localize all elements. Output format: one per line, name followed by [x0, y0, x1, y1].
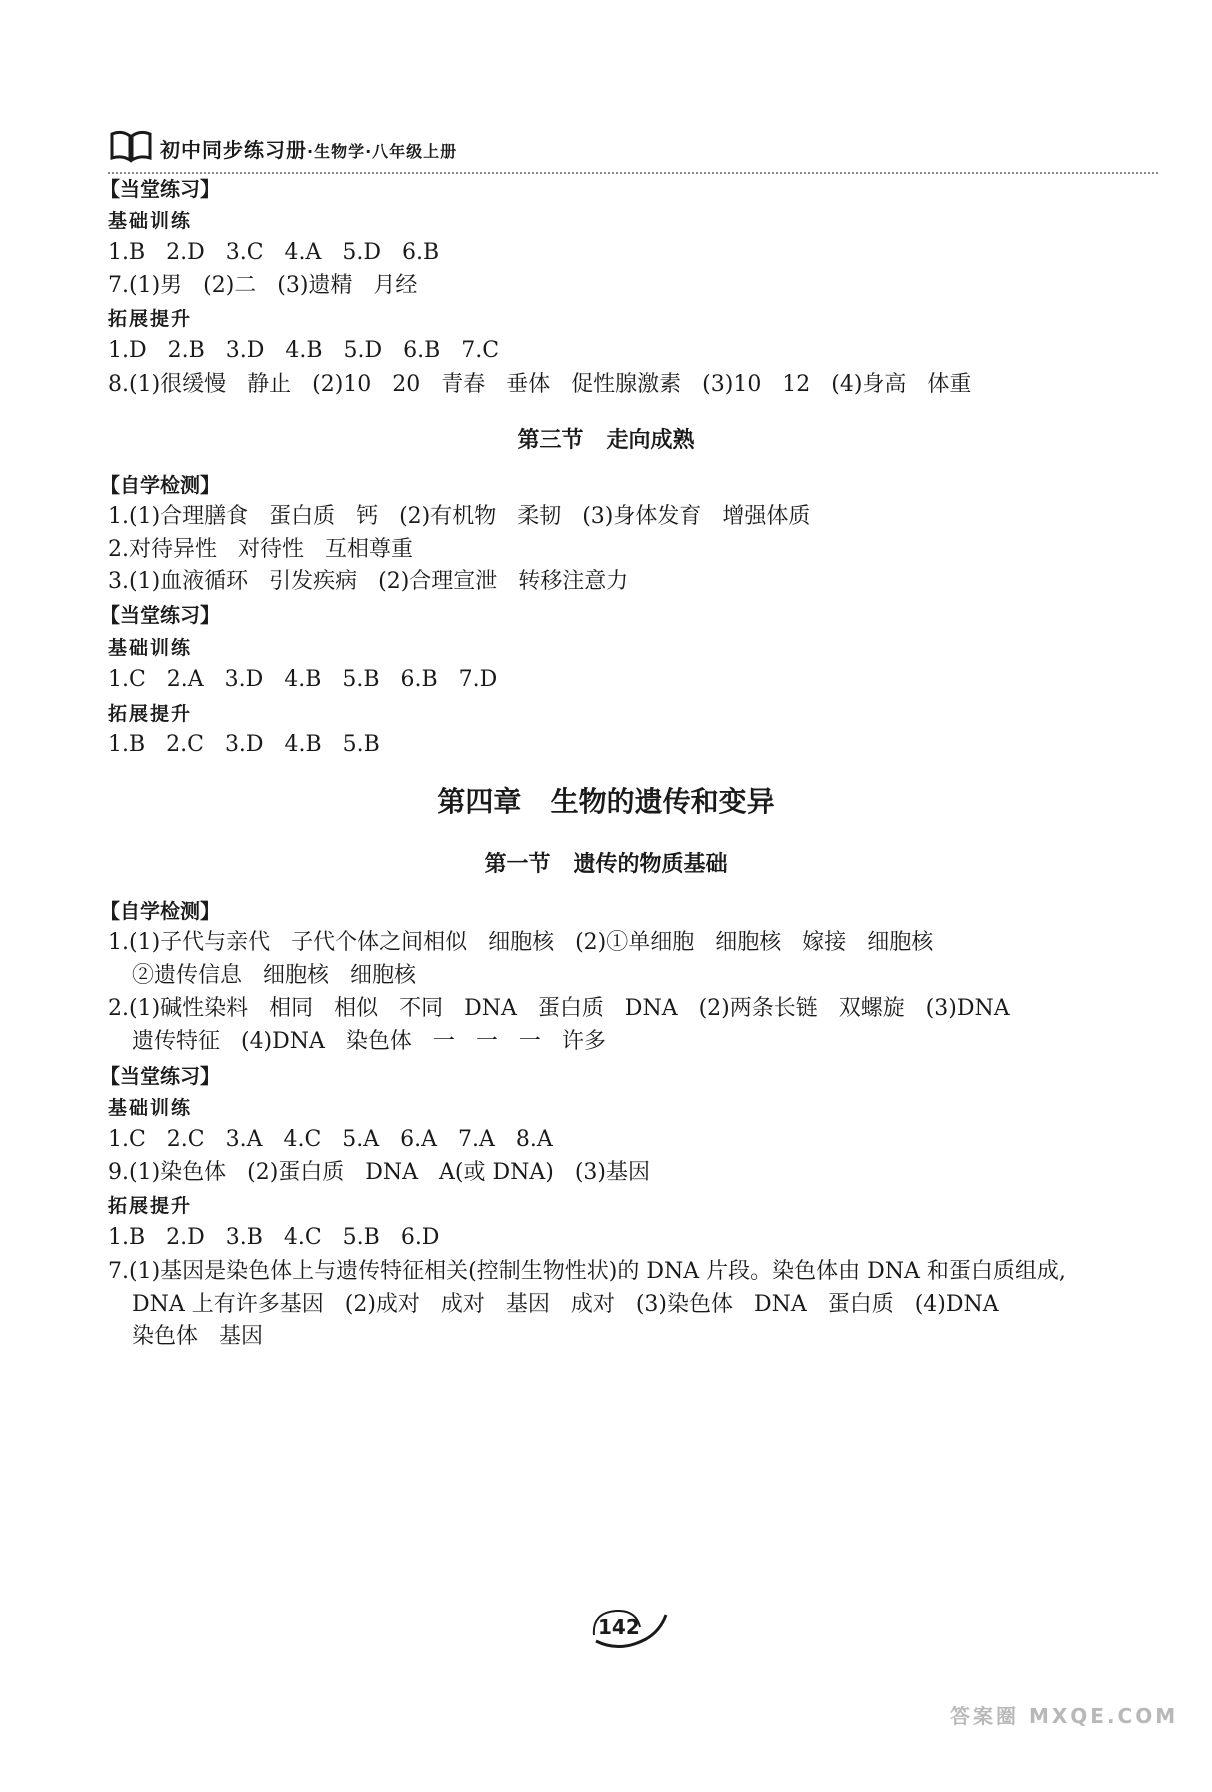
book-icon [108, 128, 154, 164]
section-title: 第三节 走向成熟 [517, 428, 695, 453]
section-label-self-check: 【自学检测】 [100, 899, 220, 923]
page-header [108, 128, 1158, 172]
answer-line: 1.C 2.A 3.D 4.B 5.B 6.B 7.D [108, 667, 498, 692]
answer-line: 1.D 2.B 3.D 4.B 5.D 6.B 7.C [108, 338, 500, 363]
header-title [160, 134, 457, 163]
answer-line: 1.B 2.C 3.D 4.B 5.B [108, 732, 380, 757]
section-title: 第一节 遗传的物质基础 [484, 852, 728, 877]
answer-line: 1.B 2.D 3.C 4.A 5.D 6.B [108, 240, 440, 265]
section-label-classroom-practice: 【当堂练习】 [100, 603, 220, 627]
sublabel-basic-training: 基础训练 [108, 1097, 193, 1119]
answer-line: 3.(1)血液循环 引发疾病 (2)合理宣泄 转移注意力 [108, 569, 629, 594]
sublabel-basic-training: 基础训练 [108, 637, 193, 659]
section-label-self-check: 【自学检测】 [100, 473, 220, 497]
answer-line: 1.(1)子代与亲代 子代个体之间相似 细胞核 (2)①单细胞 细胞核 嫁接 细胞核 [108, 930, 934, 955]
page-number-text: 142 [598, 1615, 640, 1639]
sublabel-extension: 拓展提升 [108, 308, 193, 330]
answer-line: 9.(1)染色体 (2)蛋白质 DNA A(或 DNA) (3)基因 [108, 1160, 650, 1185]
book-series-title: 初中同步练习册 [160, 138, 307, 162]
sublabel-extension: 拓展提升 [108, 703, 193, 725]
answer-line-continued: 遗传特征 (4)DNA 染色体 一 一 一 许多 [132, 1029, 606, 1054]
sublabel-extension: 拓展提升 [108, 1195, 193, 1217]
sublabel-basic-training: 基础训练 [108, 210, 193, 232]
answer-line: 1.C 2.C 3.A 4.C 5.A 6.A 7.A 8.A [108, 1127, 553, 1152]
section-label-classroom-practice: 【当堂练习】 [100, 1064, 220, 1088]
answer-line: 7.(1)基因是染色体上与遗传特征相关(控制生物性状)的 DNA 片段。染色体由 DNA 和蛋白质组成, [108, 1259, 1066, 1284]
answer-line: 2.(1)碱性染料 相同 相似 不同 DNA 蛋白质 DNA (2)两条长链 双螺旋 (3)DNA [108, 996, 1010, 1021]
book-subject-grade: ·生物学·八年级上册 [307, 142, 458, 161]
page-number [590, 1605, 670, 1655]
header-rule [108, 172, 1158, 174]
answer-line: 1.B 2.D 3.B 4.C 5.B 6.D [108, 1225, 440, 1250]
answer-line: 8.(1)很缓慢 静止 (2)10 20 青春 垂体 促性腺激素 (3)10 12 (4)身高 体重 [108, 372, 972, 397]
answer-line-continued: DNA 上有许多基因 (2)成对 成对 基因 成对 (3)染色体 DNA 蛋白质 (4)DNA [132, 1292, 999, 1317]
answer-line-continued: ②遗传信息 细胞核 细胞核 [132, 963, 416, 988]
section-label-classroom-practice: 【当堂练习】 [100, 177, 220, 201]
chapter-title: 第四章 生物的遗传和变异 [437, 785, 775, 818]
watermark: 答案圈 MXQE.COM [950, 1704, 1179, 1728]
answer-line-continued: 染色体 基因 [132, 1324, 263, 1349]
answer-line: 1.(1)合理膳食 蛋白质 钙 (2)有机物 柔韧 (3)身体发育 增强体质 [108, 504, 811, 529]
answer-line: 7.(1)男 (2)二 (3)遗精 月经 [108, 273, 418, 298]
answer-line: 2.对待异性 对待性 互相尊重 [108, 537, 413, 562]
